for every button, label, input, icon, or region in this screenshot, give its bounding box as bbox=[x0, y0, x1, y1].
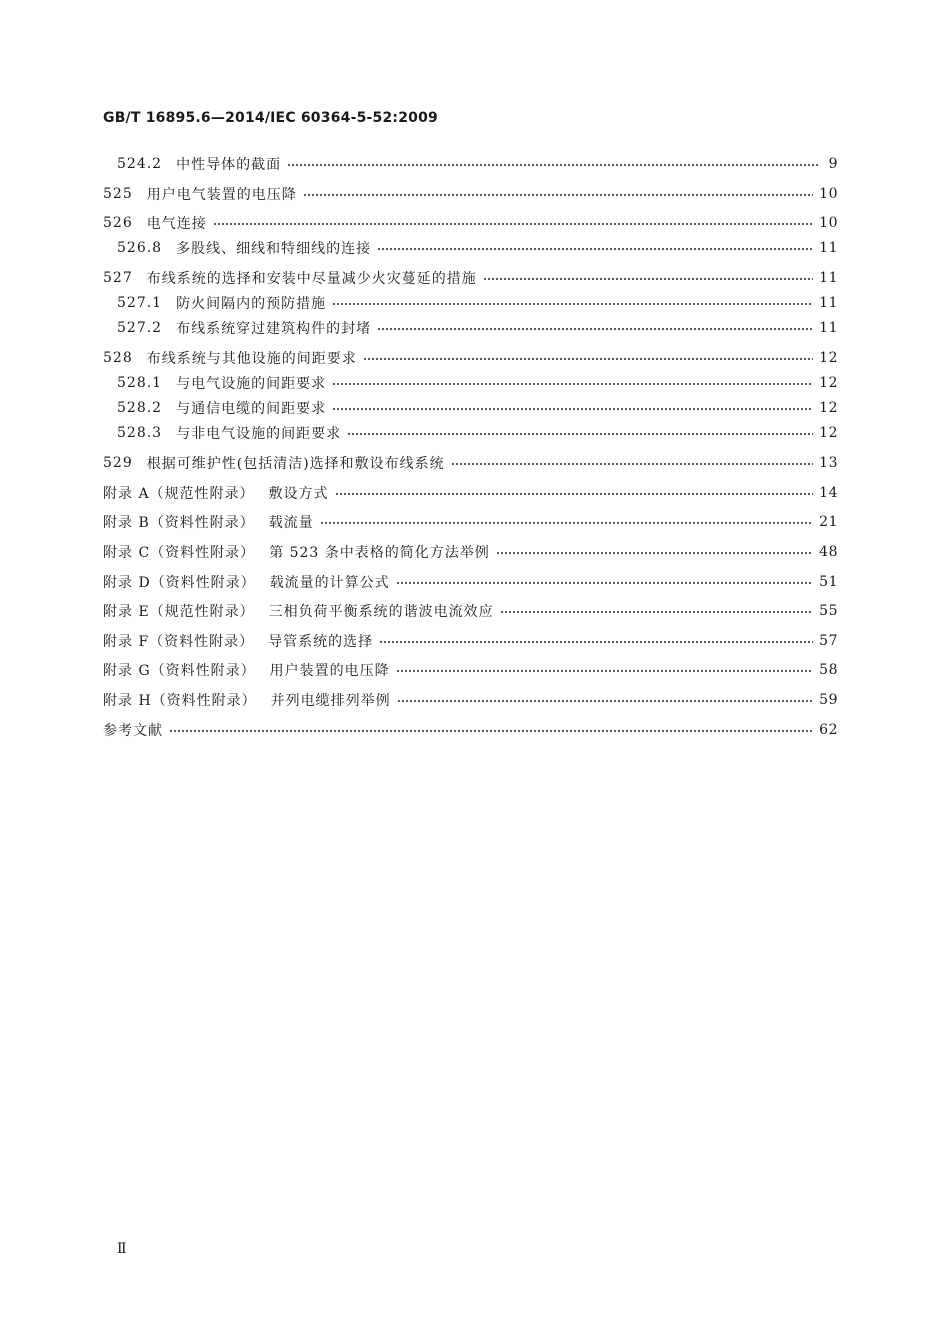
toc-entry-appendix-a[interactable] bbox=[103, 483, 838, 503]
toc-entry-page: 12 bbox=[819, 400, 838, 416]
toc-entry-number: 528.1 bbox=[117, 375, 163, 391]
dot-leader bbox=[335, 487, 814, 499]
dot-leader bbox=[347, 427, 813, 439]
toc-entry-number: 参考文献 bbox=[103, 723, 163, 739]
dot-leader bbox=[397, 694, 814, 706]
toc-entry-page: 48 bbox=[819, 544, 838, 560]
toc-entry-bibliography[interactable] bbox=[103, 720, 838, 740]
toc-entry-appendix-f[interactable] bbox=[103, 631, 838, 651]
toc-entry-title: 导管系统的选择 bbox=[268, 634, 374, 650]
toc-entry-page: 21 bbox=[819, 514, 838, 530]
toc-entry-title: 中性导体的截面 bbox=[176, 157, 282, 173]
toc-entry-page: 62 bbox=[819, 722, 838, 738]
toc-entry-528[interactable] bbox=[103, 348, 838, 368]
toc-entry-title: 根据可维护性(包括清洁)选择和敷设布线系统 bbox=[146, 456, 445, 472]
toc-entry-number: 525 bbox=[103, 186, 133, 202]
toc-entry-title: 布线系统穿过建筑构件的封堵 bbox=[176, 321, 372, 337]
toc-entry-number: 529 bbox=[103, 455, 133, 471]
toc-entry-page: 12 bbox=[819, 350, 838, 366]
toc-entry-title: 多股线、细线和特细线的连接 bbox=[176, 241, 372, 257]
toc-entry-page: 9 bbox=[828, 156, 838, 172]
toc-entry-number: 附录 F（资料性附录） bbox=[103, 634, 255, 650]
toc-entry-528-1[interactable] bbox=[117, 373, 838, 393]
toc-entry-528-3[interactable] bbox=[117, 423, 838, 443]
dot-leader bbox=[213, 217, 813, 229]
toc-entry-number: 附录 D（资料性附录） bbox=[103, 575, 256, 591]
toc-entry-529[interactable] bbox=[103, 453, 838, 473]
toc-entry-number: 附录 H（资料性附录） bbox=[103, 693, 257, 709]
toc-entry-number: 528.2 bbox=[117, 400, 163, 416]
toc-entry-number: 527 bbox=[103, 270, 133, 286]
toc-entry-title: 载流量的计算公式 bbox=[269, 575, 390, 591]
toc-entry-page: 11 bbox=[819, 320, 838, 336]
dot-leader bbox=[496, 546, 813, 558]
toc-entry-526[interactable] bbox=[103, 213, 838, 233]
toc-entry-number: 附录 C（资料性附录） bbox=[103, 545, 256, 561]
toc-entry-page: 10 bbox=[819, 186, 838, 202]
toc-entry-528-2[interactable] bbox=[117, 398, 838, 418]
dot-leader bbox=[377, 322, 813, 334]
toc-entry-526-8[interactable] bbox=[117, 238, 838, 258]
toc-entry-number: 附录 E（规范性附录） bbox=[103, 604, 255, 620]
toc-entry-page: 57 bbox=[819, 633, 838, 649]
dot-leader bbox=[396, 576, 813, 588]
toc-entry-title: 电气连接 bbox=[146, 216, 207, 232]
dot-leader bbox=[379, 635, 813, 647]
dot-leader bbox=[396, 664, 814, 676]
toc-entry-number: 附录 G（资料性附录） bbox=[103, 663, 256, 679]
dot-leader bbox=[363, 352, 813, 364]
toc-entry-number: 附录 A（规范性附录） bbox=[103, 486, 255, 502]
toc-entry-page: 58 bbox=[819, 662, 838, 678]
dot-leader bbox=[500, 605, 814, 617]
toc-entry-page: 11 bbox=[819, 240, 838, 256]
toc-entry-appendix-b[interactable] bbox=[103, 512, 838, 532]
toc-entry-527[interactable] bbox=[103, 268, 838, 288]
toc-entry-title: 三相负荷平衡系统的谐波电流效应 bbox=[268, 604, 494, 620]
toc-entry-title: 用户电气装置的电压降 bbox=[146, 187, 297, 203]
toc-entry-number: 526 bbox=[103, 215, 133, 231]
toc-entry-title: 与电气设施的间距要求 bbox=[176, 376, 327, 392]
toc-entry-number: 527.1 bbox=[117, 295, 163, 311]
toc-entry-title: 载流量 bbox=[268, 515, 314, 531]
dot-leader bbox=[169, 724, 813, 736]
toc-entry-appendix-g[interactable] bbox=[103, 660, 838, 680]
toc-entry-title: 防火间隔内的预防措施 bbox=[176, 296, 327, 312]
dot-leader bbox=[332, 402, 813, 414]
toc-entry-524-2[interactable] bbox=[117, 154, 838, 174]
dot-leader bbox=[303, 188, 813, 200]
toc-entry-appendix-h[interactable] bbox=[103, 690, 838, 710]
dot-leader bbox=[483, 272, 813, 284]
toc-entry-page: 13 bbox=[819, 455, 838, 471]
toc-entry-page: 11 bbox=[819, 295, 838, 311]
toc-entry-page: 59 bbox=[819, 692, 838, 708]
toc-entry-title: 用户装置的电压降 bbox=[269, 663, 390, 679]
dot-leader bbox=[320, 516, 813, 528]
toc-entry-page: 55 bbox=[819, 603, 838, 619]
toc-entry-title: 与通信电缆的间距要求 bbox=[176, 401, 327, 417]
toc-entry-page: 14 bbox=[819, 485, 838, 501]
page-number-footer: Ⅱ bbox=[117, 1241, 127, 1257]
toc-entry-527-1[interactable] bbox=[117, 293, 838, 313]
toc-entry-appendix-c[interactable] bbox=[103, 542, 838, 562]
toc-entry-page: 12 bbox=[819, 425, 838, 441]
toc-entry-appendix-d[interactable] bbox=[103, 572, 838, 592]
dot-leader bbox=[287, 158, 820, 170]
toc-entry-number: 528 bbox=[103, 350, 133, 366]
toc-entry-page: 51 bbox=[819, 574, 838, 590]
toc-entry-number: 526.8 bbox=[117, 240, 163, 256]
toc-entry-number: 527.2 bbox=[117, 320, 163, 336]
toc-entry-title: 与非电气设施的间距要求 bbox=[176, 426, 342, 442]
toc-entry-title: 第 523 条中表格的简化方法举例 bbox=[269, 545, 490, 561]
toc-entry-appendix-e[interactable] bbox=[103, 601, 838, 621]
toc-entry-page: 11 bbox=[819, 270, 838, 286]
toc-entry-page: 10 bbox=[819, 215, 838, 231]
toc-entry-title: 并列电缆排列举例 bbox=[270, 693, 391, 709]
toc-entry-527-2[interactable] bbox=[117, 318, 838, 338]
toc-entry-page: 12 bbox=[819, 375, 838, 391]
toc-entry-525[interactable] bbox=[103, 184, 838, 204]
dot-leader bbox=[451, 457, 814, 469]
dot-leader bbox=[332, 377, 813, 389]
toc-entry-title: 布线系统与其他设施的间距要求 bbox=[146, 351, 357, 367]
toc-entry-number: 附录 B（资料性附录） bbox=[103, 515, 255, 531]
standard-code-header: GB/T 16895.6—2014/IEC 60364-5-52:2009 bbox=[103, 110, 438, 126]
dot-leader bbox=[377, 242, 813, 254]
toc-entry-title: 敷设方式 bbox=[268, 486, 329, 502]
toc-entry-number: 524.2 bbox=[117, 156, 163, 172]
toc-entry-number: 528.3 bbox=[117, 425, 163, 441]
dot-leader bbox=[332, 297, 813, 309]
toc-entry-title: 布线系统的选择和安装中尽量减少火灾蔓延的措施 bbox=[146, 271, 477, 287]
